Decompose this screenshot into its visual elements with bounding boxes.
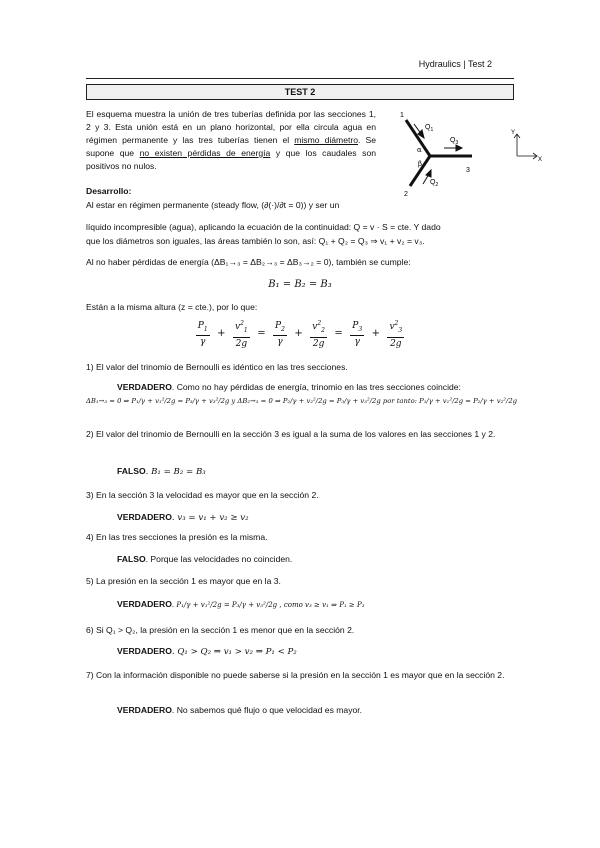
label-alpha: α (417, 146, 422, 154)
intro-text-b: . Se supone que (86, 135, 376, 158)
header-rule (86, 78, 514, 79)
answer-3: VERDADERO. v₃ = v₁ + v₂ ≥ v₂ (117, 512, 249, 523)
question-3: 3) En la sección 3 la velocidad es mayor que en la sección 2. (86, 490, 319, 500)
label-section-3: 3 (466, 167, 470, 174)
answer-2: FALSO. B₁ = B₂ = B₃ (117, 466, 206, 477)
answer-6: VERDADERO. Q₁ > Q₂ ⇒ v₁ > v₂ ⇒ P₁ < P₂ (117, 646, 297, 657)
axes-icon (514, 134, 537, 159)
question-7: 7) Con la información disponible no puede saberse si la presión en la sección 1 es mayor que en la sección 2. (86, 670, 505, 680)
answer-1-equations: ΔB₁→₃ = 0 ⇒ P₁/γ + v₁²/2g = P₃/γ + v₃²/2g y ΔB₂→₃ = 0 ⇒ P₂/γ + v₂²/2g = P₃/γ + v₃²/2g por tanto: P₁/γ + v₁²/2g = P₂/γ + v₂²/2g (86, 397, 517, 405)
answer-5: VERDADERO. P₁/γ + v₁²/2g = P₃/γ + v₃²/2g , como v₃ ≥ v₁ ⇒ P₁ ≥ P₃ (117, 599, 365, 609)
label-q1: $Q_1$ (425, 124, 434, 133)
label-section-2: 2 (404, 191, 408, 198)
dev-line-1: Al estar en régimen permanente (steady flow, (∂(·)/∂t = 0)) y ser un (86, 200, 340, 210)
answer-1: VERDADERO. Como no hay pérdidas de energía, trinomio en las tres secciones coincide: (117, 382, 461, 392)
question-6: 6) Si Q₁ > Q₂, la presión en la sección 1 es menor que en la sección 2. (86, 625, 355, 635)
intro-underline-losses: no existen pérdidas de energía (139, 148, 271, 158)
question-2: 2) El valor del trinomio de Bernoulli en la sección 3 es igual a la suma de los valores en las secciones 1 y 2. (86, 429, 496, 439)
dev-line-2: líquido incompresible (agua), aplicando la ecuación de la continuidad: Q = v · S = cte. Y dado (86, 222, 441, 232)
label-q3: $Q_3$ (450, 137, 459, 146)
pipe-junction-diagram (380, 104, 545, 199)
intro-underline-diameter: mismo diámetro (294, 135, 359, 145)
dev-heading: Desarrollo: (86, 186, 132, 196)
axis-x-label: X (538, 157, 543, 163)
intro-text-c: y que los caudales son positivos no nulos. (86, 148, 376, 171)
answer-7: VERDADERO. No sabemos qué flujo o que velocidad es mayor. (117, 705, 363, 715)
intro-text-a: El esquema muestra la unión de tres tuberías definida por las secciones 1, 2 y 3. Esta unión está en un plano horizontal, por ella circula agua en régimen permanente y las tres tuberías tienen el (86, 109, 376, 145)
label-q2: $Q_2$ (430, 179, 439, 188)
question-5: 5) La presión en la sección 1 es mayor que en la 3. (86, 576, 281, 586)
test-title: TEST 2 (86, 84, 514, 100)
dev-line-4: Al no haber pérdidas de energía (ΔB₁→₃ = ΔB₂→₃ = ΔB₃→₂ = 0), también se cumple: (86, 257, 411, 267)
bernoulli-equation: $\frac{P_1}{\gamma}$ + $\frac{v^2_1}{2g}$ = $\frac{P_2}{\gamma}$ + $\frac{v^2_2}{2g}$ = $\frac{P_3}{\gamma}$ + $\frac{v^2_3}{2g}$ (197, 320, 403, 349)
intro-paragraph (86, 108, 376, 173)
dev-line-3: que los diámetros son iguales, las áreas también lo son, así: Q₁ + Q₂ = Q₃ ⇒ v₁ + v₂ = v₃. (86, 236, 425, 246)
label-section-1: 1 (400, 112, 404, 119)
axis-y-label: Y (511, 130, 516, 136)
equation-b-equal: B₁ = B₂ = B₃ (268, 279, 332, 290)
question-1: 1) El valor del trinomio de Bernoulli es idéntico en las tres secciones. (86, 362, 348, 372)
answer-4: FALSO. Porque las velocidades no coinciden. (117, 554, 293, 564)
question-4: 4) En las tres secciones la presión es la misma. (86, 532, 268, 542)
page-header: Hydraulics | Test 2 (418, 59, 492, 69)
label-beta: β (418, 160, 423, 168)
dev-line-5: Están a la misma altura (z = cte.), por lo que: (86, 302, 258, 312)
